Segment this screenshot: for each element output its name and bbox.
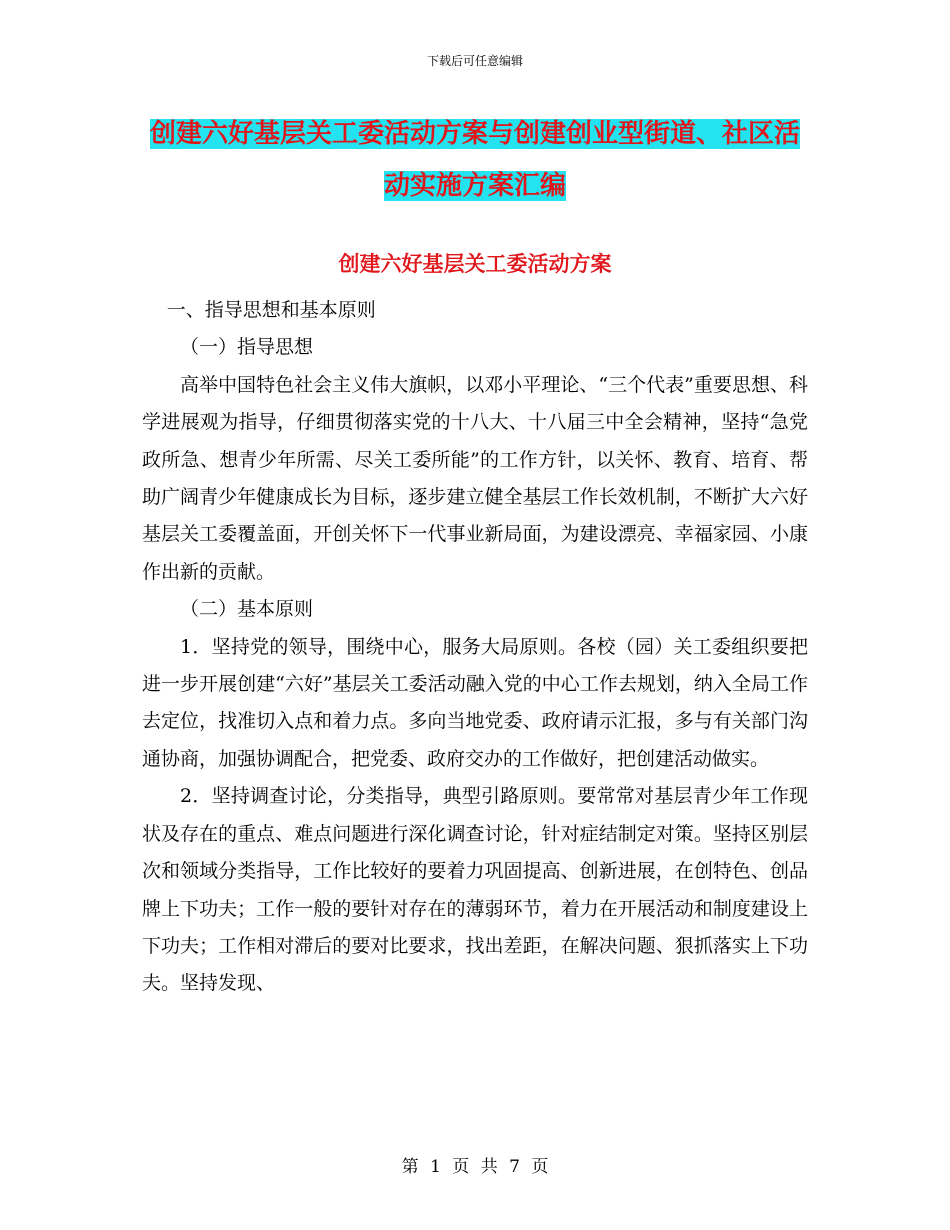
document-title-text: 创建六好基层关工委活动方案与创建创业型街道、社区活动实施方案汇编 [150,119,801,201]
heading-guiding-principles: 一、指导思想和基本原则 [166,299,376,321]
paragraph-principle-1: 1．坚持党的领导，围绕中心，服务大局原则。各校（园）关工委组织要把进一步开展创建“六好”基层关工委活动融入党的中心工作去规划，纳入全局工作去定位，找准切入点和着力点。多向当地党委、政府请示汇报，多与有关部门沟通协商，加强协调配合，把党委、政府交办的工作做好，把创建活动做实。 [142,635,808,770]
header-note: 下载后可任意编辑 [426,54,523,68]
heading-guiding-ideology: （一）指导思想 [180,336,314,359]
document-title [150,108,800,212]
section-title: 创建六好基层关工委活动方案 [338,251,612,276]
paragraph-guiding-ideology: 高举中国特色社会主义伟大旗帜，以邓小平理论、“三个代表”重要思想、科学进展观为指导，仔细贯彻落实党的十八大、十八届三中全会精神，坚持“急党政所急、想青少年所需、尽关工委所能”的工作方针，以关怀、教育、培育、帮助广阔青少年健康成长为目标，逐步建立健全基层工作长效机制，不断扩大六好基层关工委覆盖面，开创关怀下一代事业新局面，为建设漂亮、幸福家园、小康作出新的贡献。 [142,373,808,583]
heading-basic-principles: （二）基本原则 [180,598,314,621]
paragraph-principle-2: 2．坚持调查讨论，分类指导，典型引路原则。要常常对基层青少年工作现状及存在的重点、难点问题进行深化调查讨论，针对症结制定对策。坚持区别层次和领域分类指导，工作比较好的要着力巩固提高、创新进展，在创特色、创品牌上下功夫；工作一般的要针对存在的薄弱环节，着力在开展活动和制度建设上下功夫；工作相对滞后的要对比要求，找出差距，在解决问题、狠抓落实上下功夫。坚持发现、 [142,785,808,995]
document-body [142,292,808,1003]
page-number: 第 1 页 共 7 页 [401,1157,549,1177]
